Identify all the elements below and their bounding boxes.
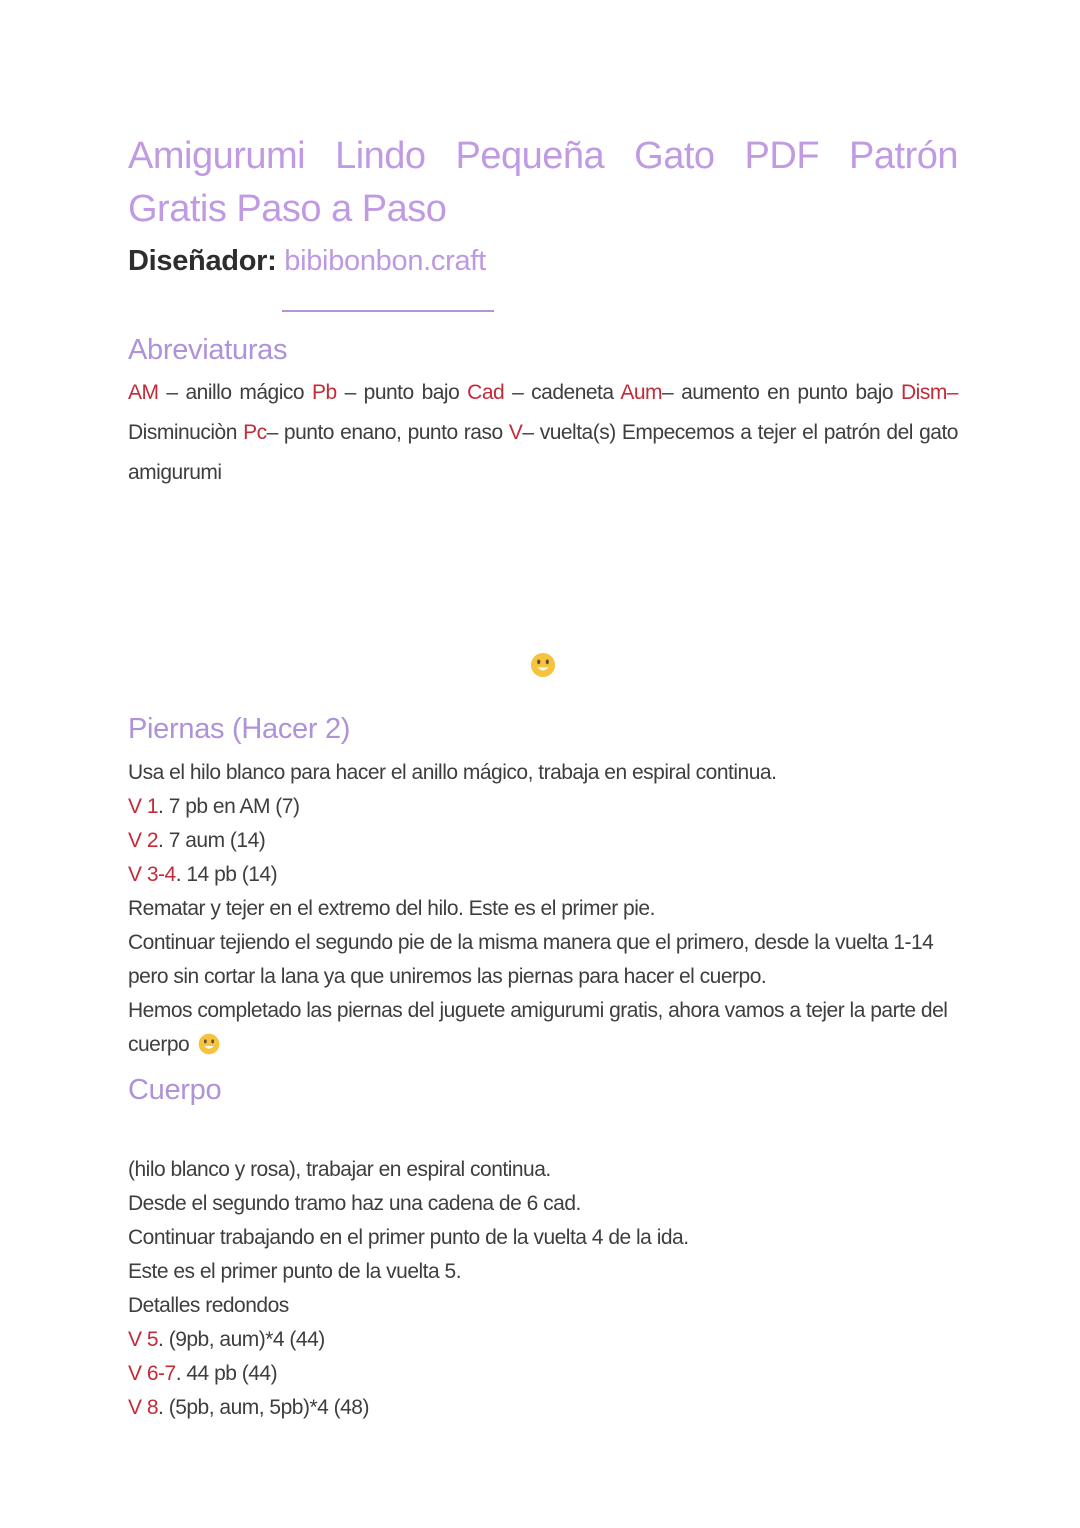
page-title: Amigurumi Lindo Pequeña Gato PDF Patrón Gratis Paso a Paso [128,135,958,230]
text-segment: Continuar tejiendo el segundo pie de la misma manera que el primero, desde la vuelta 1-14 pero sin cortar la lana ya que uniremos las piernas para hacer el cuerpo. [128,931,934,989]
text-segment: – cadeneta [504,381,621,404]
pattern-term: Cad [467,381,505,404]
legs-round-1 [128,790,958,824]
text-segment: Desde el segundo tramo haz una cadena de 6 cad. [128,1192,581,1216]
pattern-term: V [508,421,523,444]
abbreviations-heading: Abreviaturas [128,334,288,366]
legs-completed-paragraph [128,994,958,1062]
text-segment: – anillo mágico [158,381,312,404]
pattern-term: V 3-4 [128,863,176,887]
text-segment: Detalles redondos [128,1294,289,1318]
legs-second-foot-paragraph [128,926,958,994]
abbreviations-paragraph [128,373,958,493]
text-segment: . (9pb, aum)*4 (44) [158,1328,325,1352]
legs-intro-paragraph [128,756,958,790]
smiley-emoji-icon [197,1032,221,1056]
legs-completed-text [128,999,947,1056]
text-segment: . 44 pb (44) [175,1362,278,1386]
pattern-term: Pb [311,381,337,404]
body-continue-paragraph [128,1221,958,1255]
smiley-emoji-icon [529,651,557,679]
text-segment: Este es el primer punto de la vuelta 5. [128,1260,462,1284]
body-first-stitch-paragraph [128,1255,958,1289]
pattern-term: V 1 [128,795,159,819]
body-yarn-paragraph [128,1153,958,1187]
text-segment: . 7 pb en AM (7) [158,795,300,819]
text-segment: . 14 pb (14) [175,863,278,887]
pattern-term: V 6-7 [128,1362,176,1386]
body-round-6-7 [128,1357,958,1391]
designer-label: Diseñador: [128,245,277,277]
body-chain-paragraph [128,1187,958,1221]
text-segment: Continuar trabajando en el primer punto de la vuelta 4 de la ida. [128,1226,689,1250]
text-segment: Disminuciòn [128,421,244,444]
pattern-term: Dism– [900,381,958,404]
text-segment: . 7 aum (14) [158,829,266,853]
pattern-term: Aum [620,381,662,404]
body-round-5 [128,1323,958,1357]
pattern-term: V 2 [128,829,159,853]
text-segment: – vuelta(s) Empecemos a tejer el patrón del gato amigurumi [128,421,958,484]
pattern-term: Pc [243,421,267,444]
designer-link[interactable]: bibibonbon.craft [284,245,486,277]
body-details-paragraph [128,1289,958,1323]
text-segment: – punto bajo [336,381,468,404]
legs-heading: Piernas (Hacer 2) [128,713,351,746]
text-segment: – punto enano, punto raso [266,421,509,444]
pattern-term: V 5 [128,1328,159,1352]
body-heading: Cuerpo [128,1074,222,1107]
legs-round-2 [128,824,958,858]
designer-line [128,242,958,280]
legs-round-3-4 [128,858,958,892]
pattern-term: V 8 [128,1396,159,1420]
text-segment: . (5pb, aum, 5pb)*4 (48) [158,1396,369,1420]
emoji-row [128,651,958,679]
legs-finish-paragraph [128,892,958,926]
pattern-term: AM [128,381,159,404]
text-segment: Usa el hilo blanco para hacer el anillo mágico, trabaja en espiral continua. [128,761,777,785]
text-segment: (hilo blanco y rosa), trabajar en espiral continua. [128,1158,551,1182]
text-segment: – aumento en punto bajo [662,381,901,404]
text-segment: Rematar y tejer en el extremo del hilo. Este es el primer pie. [128,897,655,921]
text-segment: Hemos completado las piernas del juguete amigurumi gratis, ahora vamos a tejer la parte del cuerpo [128,999,948,1057]
body-round-8 [128,1391,958,1425]
section-divider [282,310,494,312]
